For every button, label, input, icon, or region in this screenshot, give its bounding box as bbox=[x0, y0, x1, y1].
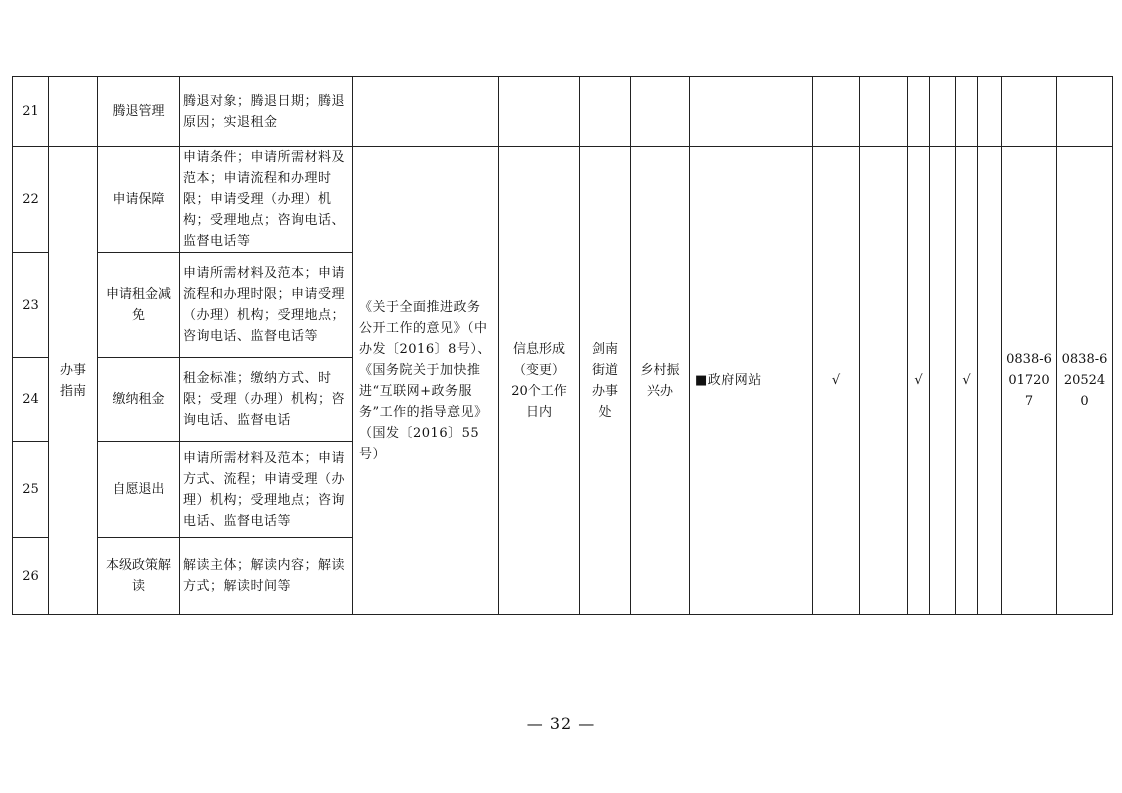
category-cell-empty bbox=[49, 77, 98, 147]
time-limit-cell: 信息形成（变更）20个工作日内 bbox=[499, 147, 580, 615]
page-number: — 32 — bbox=[526, 714, 596, 733]
row-number: 26 bbox=[13, 538, 49, 615]
row-number: 24 bbox=[13, 358, 49, 442]
item-content: 解读主体；解读内容；解读方式；解读时间等 bbox=[180, 538, 353, 615]
subject-cell-empty bbox=[580, 77, 631, 147]
basis-cell-empty bbox=[353, 77, 499, 147]
channel-cell-empty bbox=[690, 77, 813, 147]
table-row bbox=[13, 77, 1113, 147]
phone-cell-empty bbox=[1002, 77, 1057, 147]
disclosure-table bbox=[12, 76, 1113, 615]
mark-cell-empty bbox=[978, 77, 1002, 147]
mark-cell-2: √ bbox=[908, 147, 930, 615]
mark-cell-empty bbox=[908, 77, 930, 147]
row-number: 21 bbox=[13, 77, 49, 147]
item-name: 本级政策解读 bbox=[98, 538, 180, 615]
item-name: 缴纳租金 bbox=[98, 358, 180, 442]
row-number: 25 bbox=[13, 442, 49, 538]
mark-cell-empty bbox=[860, 77, 908, 147]
item-content: 租金标准；缴纳方式、时限；受理（办理）机构；咨询电话、监督电话 bbox=[180, 358, 353, 442]
item-content: 腾退对象；腾退日期；腾退原因；实退租金 bbox=[180, 77, 353, 147]
subject-cell: 剑南街道办事处 bbox=[580, 147, 631, 615]
item-name: 申请保障 bbox=[98, 147, 180, 253]
table-row bbox=[13, 147, 1113, 253]
mark-cell-empty bbox=[930, 147, 956, 615]
phone-cell-2: 0838-6205240 bbox=[1057, 147, 1113, 615]
category-cell: 办事指南 bbox=[49, 147, 98, 615]
time-limit-cell-empty bbox=[499, 77, 580, 147]
item-content: 申请所需材料及范本；申请流程和办理时限；申请受理（办理）机构；受理地点；咨询电话、监督电话等 bbox=[180, 253, 353, 358]
mark-cell-empty bbox=[978, 147, 1002, 615]
mark-cell-empty bbox=[930, 77, 956, 147]
item-content: 申请条件；申请所需材料及范本；申请流程和办理时限；申请受理（办理）机构；受理地点；咨询电话、监督电话等 bbox=[180, 147, 353, 253]
phone-cell-1: 0838-6017207 bbox=[1002, 147, 1057, 615]
mark-cell-empty bbox=[956, 77, 978, 147]
responsible-cell: 乡村振兴办 bbox=[631, 147, 690, 615]
responsible-cell-empty bbox=[631, 77, 690, 147]
item-name: 自愿退出 bbox=[98, 442, 180, 538]
channel-cell: ■政府网站 bbox=[690, 147, 813, 615]
phone-cell-empty bbox=[1057, 77, 1113, 147]
row-number: 22 bbox=[13, 147, 49, 253]
mark-cell-1: √ bbox=[813, 147, 860, 615]
item-name: 腾退管理 bbox=[98, 77, 180, 147]
mark-cell-empty bbox=[860, 147, 908, 615]
row-number: 23 bbox=[13, 253, 49, 358]
basis-cell: 《关于全面推进政务公开工作的意见》（中办发〔2016〕8号）、《国务院关于加快推进“互联网+政务服务”工作的指导意见》（国发〔2016〕55号） bbox=[353, 147, 499, 615]
mark-cell-empty bbox=[813, 77, 860, 147]
mark-cell-3: √ bbox=[956, 147, 978, 615]
item-content: 申请所需材料及范本；申请方式、流程；申请受理（办理）机构；受理地点；咨询电话、监督电话等 bbox=[180, 442, 353, 538]
item-name: 申请租金减免 bbox=[98, 253, 180, 358]
